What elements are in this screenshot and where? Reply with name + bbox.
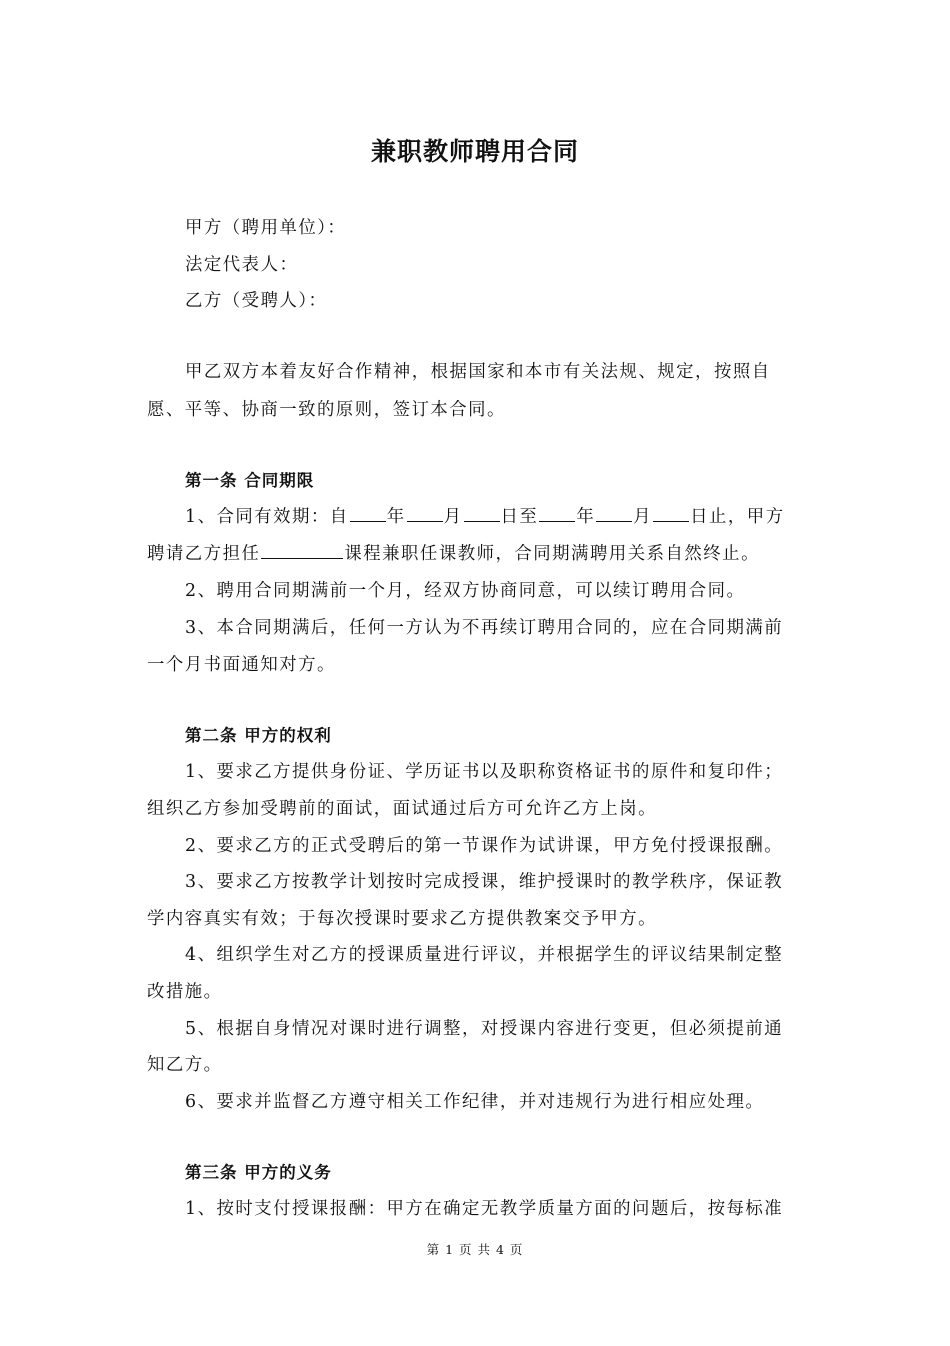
article2-clause3-line1: 3、要求乙方按教学计划按时完成授课，维护授课时的教学秩序，保证教 <box>185 872 784 892</box>
party-a-line: 甲方（聘用单位）： <box>185 218 347 238</box>
start-day-blank[interactable] <box>464 503 500 522</box>
article2-clause1-line1: 1、要求乙方提供身份证、学历证书以及职称资格证书的原件和复印件； <box>185 762 784 782</box>
clause-text: 聘请乙方担任 <box>147 544 261 564</box>
article2-heading: 第二条 甲方的权利 <box>185 726 332 745</box>
article1-clause1-line1 <box>185 503 805 531</box>
article2-clause3-line2: 学内容真实有效；于每次授课时要求乙方提供教案交予甲方。 <box>147 909 658 929</box>
end-year-blank[interactable] <box>539 503 575 522</box>
page-footer: 第 1 页 共 4 页 <box>426 1242 524 1257</box>
article1-clause3-line2: 一个月书面通知对方。 <box>147 655 336 675</box>
article3-heading: 第三条 甲方的义务 <box>185 1163 332 1182</box>
article2-clause4-line2: 改措施。 <box>147 982 223 1002</box>
clause-text: 月 <box>633 507 653 527</box>
article1-clause2: 2、聘用合同期满前一个月，经双方协商同意，可以续订聘用合同。 <box>185 581 746 601</box>
party-b-line: 乙方（受聘人）： <box>185 291 328 311</box>
end-day-blank[interactable] <box>653 503 689 522</box>
course-name-blank[interactable] <box>261 540 343 559</box>
intro-paragraph-line2: 愿、平等、协商一致的原则，签订本合同。 <box>147 400 506 420</box>
start-month-blank[interactable] <box>407 503 443 522</box>
article1-clause3-line1: 3、本合同期满后，任何一方认为不再续订聘用合同的，应在合同期满前 <box>185 618 784 638</box>
clause-text: 日止，甲方 <box>690 507 785 527</box>
article2-clause5-line1: 5、根据自身情况对课时进行调整，对授课内容进行变更，但必须提前通 <box>185 1019 784 1039</box>
article3-clause1-line1: 1、按时支付授课报酬：甲方在确定无教学质量方面的问题后，按每标准 <box>185 1199 784 1219</box>
legal-rep-line: 法定代表人： <box>185 255 299 275</box>
clause-text: 月 <box>443 507 463 527</box>
clause-text: 年 <box>576 507 596 527</box>
article1-heading: 第一条 合同期限 <box>185 471 315 490</box>
end-month-blank[interactable] <box>596 503 632 522</box>
article2-clause5-line2: 知乙方。 <box>147 1055 223 1075</box>
clause-text: 1、合同有效期：自 <box>185 507 349 527</box>
clause-text: 课程兼职任课教师，合同期满聘用关系自然终止。 <box>344 544 760 564</box>
article2-clause1-line2: 组织乙方参加受聘前的面试，面试通过后方可允许乙方上岗。 <box>147 799 658 819</box>
start-year-blank[interactable] <box>350 503 386 522</box>
intro-paragraph-line1: 甲乙双方本着友好合作精神，根据国家和本市有关法规、规定，按照自 <box>185 362 771 382</box>
article2-clause2: 2、要求乙方的正式受聘后的第一节课作为试讲课，甲方免付授课报酬。 <box>185 836 784 856</box>
document-title: 兼职教师聘用合同 <box>370 137 579 166</box>
article2-clause4-line1: 4、组织学生对乙方的授课质量进行评议，并根据学生的评议结果制定整 <box>185 945 784 965</box>
article1-clause1-line2 <box>147 540 807 568</box>
article2-clause6: 6、要求并监督乙方遵守相关工作纪律，并对违规行为进行相应处理。 <box>185 1092 765 1112</box>
clause-text: 日至 <box>500 507 539 527</box>
clause-text: 年 <box>386 507 406 527</box>
